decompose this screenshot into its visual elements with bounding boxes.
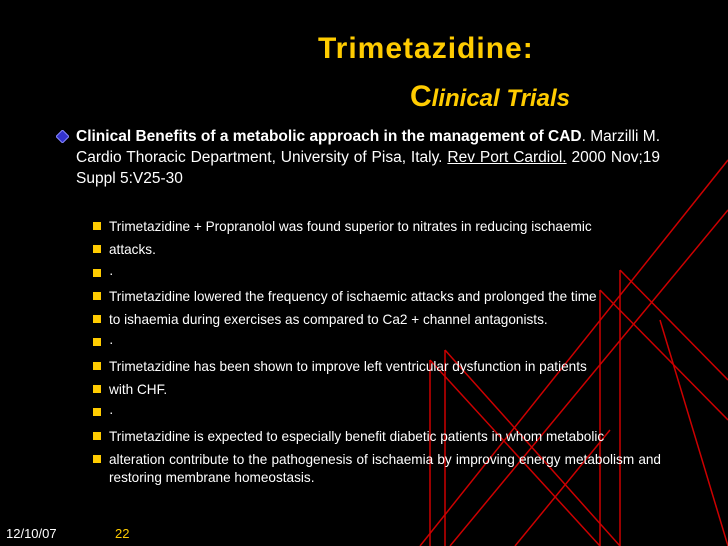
reference-period: . [581,128,586,145]
title-rest: linical Trials [431,85,570,112]
square-bullet-icon [93,315,101,323]
reference-title: Clinical Benefits of a metabolic approach in the management of CAD [76,128,582,145]
square-bullet-icon [93,455,101,463]
reference-text [76,126,660,189]
bullet-item [93,451,661,487]
footer-date: 12/10/07 [6,526,57,541]
square-bullet-icon [93,362,101,370]
square-bullet-icon [93,222,101,230]
bullet-text: attacks. [109,242,156,258]
slide-title-line1: Trimetazidine: [318,32,534,65]
bullet-item [93,311,661,329]
slide-title-line2 [410,80,570,114]
bullet-text: Trimetazidine is expected to especially benefit diabetic patients in whom metabolic [109,428,605,444]
bullet-text: Trimetazidine lowered the frequency of ischaemic attacks and prolonged the time [109,288,597,304]
slide-number: 22 [115,526,130,541]
square-bullet-icon [93,292,101,300]
bullet-text: with CHF. [109,382,168,398]
reference-citation: 2000 Nov;19 Suppl 5:V25-30 [76,149,660,187]
bullet-text: to ishaemia during exercises as compared to Ca2 + channel antagonists. [109,312,548,328]
bullet-item [93,334,661,352]
square-bullet-icon [93,338,101,346]
bullet-item [93,428,661,446]
bullet-text: · [109,335,114,351]
bullet-list [93,218,661,492]
reference-journal-link[interactable]: Rev Port Cardiol. [447,149,567,166]
bullet-text: · [109,405,114,421]
square-bullet-icon [93,408,101,416]
bullet-item [93,288,661,306]
reference-block [56,126,660,189]
bullet-item [93,381,661,399]
square-bullet-icon [93,269,101,277]
bullet-text: Trimetazidine + Propranolol was found superior to nitrates in reducing ischaemic [109,219,592,234]
bullet-text: · [109,265,114,281]
bullet-item [93,358,661,376]
bullet-item [93,241,661,259]
reference-authors: Marzilli M. Cardio Thoracic Department, University of Pisa, Italy. [76,128,660,166]
bullet-item [93,218,661,236]
square-bullet-icon [93,245,101,253]
bullet-text: Trimetazidine has been shown to improve left ventricular dysfunction in patients [109,358,587,374]
bullet-text: alteration contribute to the pathogenesis of ischaemia by improving energy metabolism and restoring membrane homeostasis. [109,451,661,485]
diamond-bullet-icon [56,130,69,143]
deco-line-11 [660,320,728,546]
bullet-item [93,404,661,422]
bullet-item [93,265,661,283]
square-bullet-icon [93,385,101,393]
title-initial: C [410,80,432,113]
square-bullet-icon [93,432,101,440]
reference-item [56,126,660,189]
